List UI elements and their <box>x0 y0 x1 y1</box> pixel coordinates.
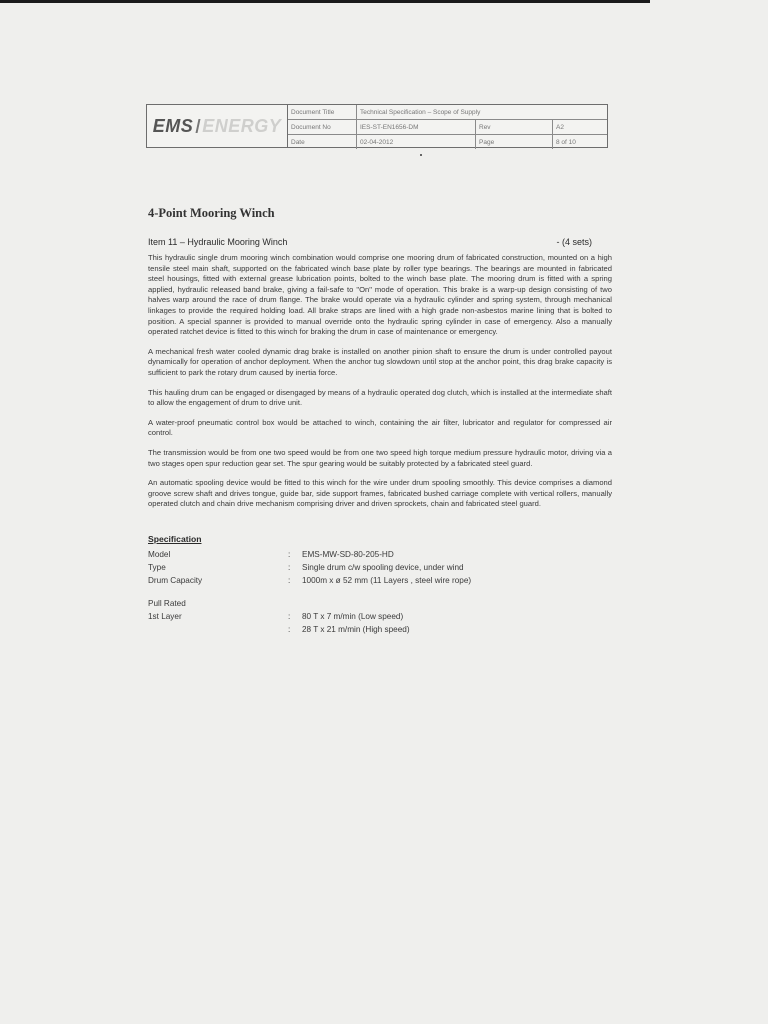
paragraph-description: This hydraulic single drum mooring winch combination would comprise one mooring drum of fabricated construction, mounted on a high tensile steel main shaft, supported on the fabricated winch base plate by roller type bearings. The bearings are mounted in fabricated steel housings, fitted with external grease lubrication points, bolted to the winch base plate. The mooring drum is fitted with a spring applied, hydraulic released band brake, giving a fail-safe to "On" mode of operation. This brake is a warp-up design consisting of two halves warp around the race of drum flange. The brake would operate via a hydraulic cylinder and spring system, through mechanical linkages to provide the required holding load. All brake straps are lined with a high grade non-asbestos marine lining that is bolted to position. A special spanner is provided to manual override onto the hydraulic spring cylinder in case of emergency. Also a manually operated ratchet device is fitted to this winch for braking the drum in case of maintenance or emergency. <box>148 253 612 337</box>
spec-label: Type <box>148 562 166 572</box>
spec-label <box>148 623 288 636</box>
document-body <box>148 206 612 636</box>
spec-label: Drum Capacity <box>148 575 203 585</box>
meta-row-docno <box>288 120 607 135</box>
meta-label: Document Title <box>288 105 357 120</box>
spec-value: 1000m x ø 52 mm (11 Layers , steel wire rope) <box>302 575 472 585</box>
scan-speck <box>420 154 422 156</box>
pull-rated-label: Pull Rated <box>148 598 186 608</box>
meta-label: Document No <box>288 120 357 135</box>
paragraph-spooling: An automatic spooling device would be fitted to this winch for the wire under drum spooling smoothly. This device comprises a diamond groove screw shaft and drives tongue, guide bar, side support frames, fabricated bushed carriage complete with vertical rollers, manually operated clutch and chain drive mechanism comprising driver and driven sprockets, chain and fabricated steel guard. <box>148 478 612 509</box>
item-heading <box>148 237 612 247</box>
specification-heading: Specification <box>148 533 202 544</box>
meta-value: Technical Specification – Scope of Supply <box>357 105 608 120</box>
spec-row <box>148 574 612 587</box>
company-logo <box>147 105 288 147</box>
spec-row <box>148 548 612 561</box>
spec-row <box>148 610 612 623</box>
spec-spacer <box>148 587 612 597</box>
logo-ems-text: EMS <box>152 115 194 136</box>
logo-divider <box>196 119 201 133</box>
meta-extra-label: Page <box>476 135 553 150</box>
spec-row <box>148 623 612 636</box>
logo-energy-text: ENERGY <box>202 115 282 136</box>
spec-colon: : <box>288 562 291 572</box>
spec-colon: : <box>288 575 291 585</box>
item-quantity: - (4 sets) <box>556 237 592 247</box>
meta-row-date <box>288 135 607 150</box>
spec-value: EMS-MW-SD-80-205-HD <box>302 549 394 559</box>
document-header <box>146 104 608 148</box>
meta-row-title <box>288 105 607 120</box>
spec-row <box>148 597 612 610</box>
meta-value: 02-04-2012 <box>357 135 476 150</box>
paragraph-control-box: A water-proof pneumatic control box would be attached to winch, containing the air filter, lubricator and regulator for compressed air control. <box>148 417 612 438</box>
section-title: 4-Point Mooring Winch <box>148 206 275 220</box>
scan-edge-line <box>0 0 650 3</box>
item-title: Item 11 – Hydraulic Mooring Winch <box>148 237 288 247</box>
spec-label: 1st Layer <box>148 611 182 621</box>
paragraph-transmission: The transmission would be from one two speed would be from one two speed high torque medium pressure hydraulic motor, driving via a two stages open spur reduction gear set. The spur gearing would be suitably protected by a fabricated steel guard. <box>148 447 612 468</box>
paragraph-clutch: This hauling drum can be engaged or disengaged by means of a hydraulic operated dog clutch, which is installed at the intermediate shaft to allow the engagement of drum to drive unit. <box>148 387 612 408</box>
spec-value: Single drum c/w spooling device, under wind <box>302 562 464 572</box>
meta-extra-value: A2 <box>553 120 608 135</box>
spec-label: Model <box>148 549 171 559</box>
spec-colon: : <box>288 624 291 634</box>
document-meta-table <box>288 105 607 149</box>
meta-extra-label: Rev <box>476 120 553 135</box>
spec-value: 28 T x 21 m/min (High speed) <box>302 624 410 634</box>
paragraph-drag-brake: A mechanical fresh water cooled dynamic drag brake is installed on another pinion shaft to ensure the drum is under controlled payout dynamically for operation of anchor deployment. When the anchor tug slowdown until stop at the anchor point, this drag brake capacity is sufficient to park the rotary drum caused by inertia force. <box>148 346 612 377</box>
spec-colon: : <box>288 549 291 559</box>
meta-label: Date <box>288 135 357 150</box>
meta-extra-value: 8 of 10 <box>556 138 576 146</box>
spec-value: 80 T x 7 m/min (Low speed) <box>302 611 404 621</box>
spec-row <box>148 561 612 574</box>
spec-colon: : <box>288 611 291 621</box>
meta-value: IES-ST-EN1656-DM <box>357 120 476 135</box>
